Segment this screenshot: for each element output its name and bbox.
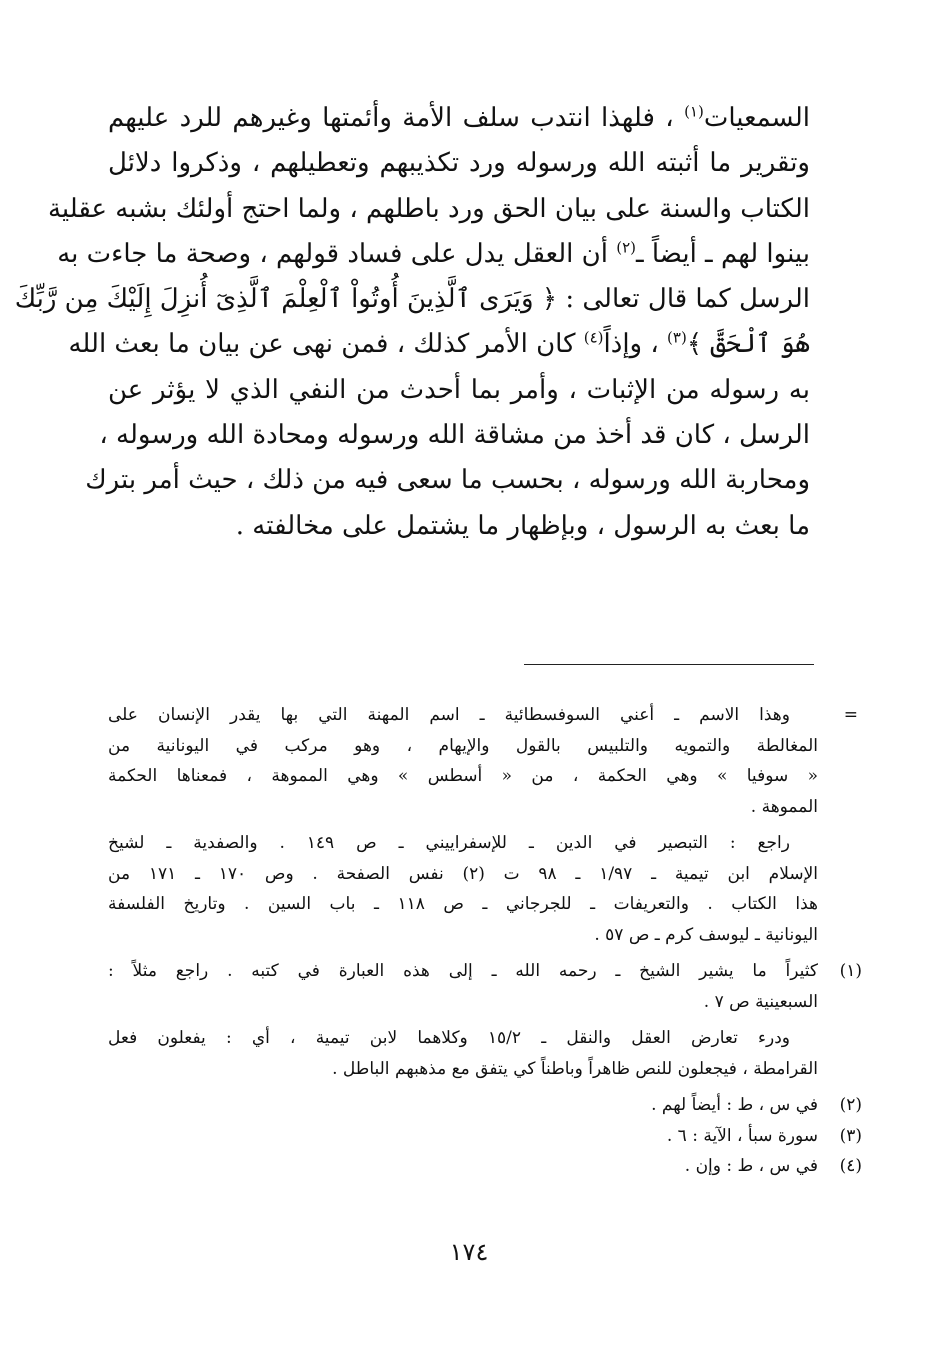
- footnote-ref[interactable]: (٤): [583, 328, 604, 347]
- main-line: ما بعث به الرسول ، وبإظهار ما يشتمل على مخالفته .: [235, 510, 810, 541]
- main-line: الرسل ، كان قد أخذ من مشاقة الله ورسوله ومحادة الله ورسوله ،: [99, 420, 810, 451]
- footnote-1-extra: [108, 1023, 818, 1084]
- footnote-number: (٢): [839, 1095, 862, 1115]
- footnote-line: المغالطة والتمويه والتلبيس بالقول والإيهام ، وهو مركب في اليونانية من: [108, 735, 818, 756]
- footnote-4: [108, 1151, 862, 1182]
- footnote-line: في س ، ط : أيضاً لهم .: [651, 1095, 818, 1115]
- footnote-1: [108, 956, 862, 1017]
- footnote-number: (٤): [839, 1156, 862, 1176]
- footnote-line: سورة سبأ ، الآية : ٦ .: [666, 1125, 818, 1146]
- main-line: وتقرير ما أثبته الله ورسوله ورد تكذيبهم وتعطيلهم ، وذكروا دلائل: [108, 148, 810, 179]
- main-line: السمعيات$^{(١)}$ ، فلهذا انتدب سلف الأمة وأئمتها وغيرهم للرد عليهم: [108, 102, 811, 133]
- footnote-2: [108, 1090, 862, 1121]
- footnote-line: هذا الكتاب . والتعريفات ـ للجرجاني ـ ص ١١٨ ـ باب السين . وتاريخ الفلسفة: [108, 894, 819, 914]
- footnote-number: (١): [839, 961, 862, 981]
- footnote-ref[interactable]: (٣): [667, 328, 687, 347]
- main-line: الرسل كما قال تعالى : ﴿ وَيَرَى ٱلَّذِينَ أُوتُواْ ٱلْعِلْمَ ٱلَّذِىٓ أُنزِلَ إِلَيْكَ مِن رَّبِّكَ: [14, 284, 810, 315]
- footnote-line: راجع : التبصير في الدين ـ للإسفراييني ـ ص ١٤٩ . والصفدية ـ لشيخ: [108, 833, 790, 853]
- footnote-line: الإسلام ابن تيمية ـ ١/٩٧ ـ ٩٨ ت (٢) نفس الصفحة . وص ١٧٠ ـ ١٧١ من: [108, 863, 819, 884]
- footnote-line: السبعينية ص ٧ .: [703, 991, 818, 1012]
- footnote-line: المموهة .: [750, 796, 818, 817]
- main-line: هُوَ ٱلْحَقَّ ﴾$^{(٣)}$ ، وإذاً$^{(٤)}$ كان الأمر كذلك ، فمن نهى عن بيان ما بعث الله: [68, 328, 810, 360]
- main-line: به رسوله من الإثبات ، وأمر بما أحدث من النفي الذي لا يؤثر عن: [108, 374, 810, 405]
- footnote-line: القرامطة ، فيجعلون للنص ظاهراً وباطناً كي يتفق مع مذهبهم الباطل .: [332, 1058, 818, 1079]
- footnote-line: ودرء تعارض العقل والنقل ـ ١٥/٢ وكلاهما لابن تيمية ، أي : يفعلون فعل: [108, 1028, 791, 1048]
- footnote-ref[interactable]: (٢): [616, 238, 636, 257]
- main-line: الكتاب والسنة على بيان الحق ورد باطلهم ، ولما احتج أولئك بشبه عقلية: [47, 193, 810, 224]
- main-text: [14, 96, 811, 549]
- footnote-line: وهذا الاسم ـ أعني السوفسطائية ـ اسم المهنة التي بها يقدر الإنسان على: [108, 705, 790, 725]
- footnotes: [108, 700, 862, 1182]
- footnote-line: اليونانية ـ ليوسف كرم ـ ص ٥٧ .: [594, 924, 818, 945]
- continuation-marker: =: [843, 705, 858, 725]
- main-line: ومحاربة الله ورسوله ، بحسب ما سعى فيه من ذلك ، حيث أمر بترك: [85, 465, 810, 496]
- footnote-ref[interactable]: (١): [684, 102, 704, 121]
- footnote-number: (٣): [839, 1125, 862, 1146]
- footnote-line: كثيراً ما يشير الشيخ ـ رحمه الله ـ إلى هذه العبارة في كتبه . راجع مثلاً :: [108, 961, 818, 981]
- footnote-references: [108, 828, 818, 950]
- footnote-3: [108, 1121, 862, 1152]
- footnote-line: في س ، ط : وإن .: [684, 1156, 818, 1176]
- page-number: ١٧٤: [449, 1238, 489, 1266]
- footnote-line: « سوفيا » وهي الحكمة ، من « أسطس » وهي المموهة ، فمعناها الحكمة: [108, 766, 818, 786]
- main-line: بينوا لهم ـ أيضاً ـ$^{(٢)}$ أن العقل يدل على فساد قولهم ، وصحة ما جاءت به: [57, 238, 810, 269]
- footnote-continued: [108, 700, 858, 822]
- footnote-separator: [524, 664, 814, 665]
